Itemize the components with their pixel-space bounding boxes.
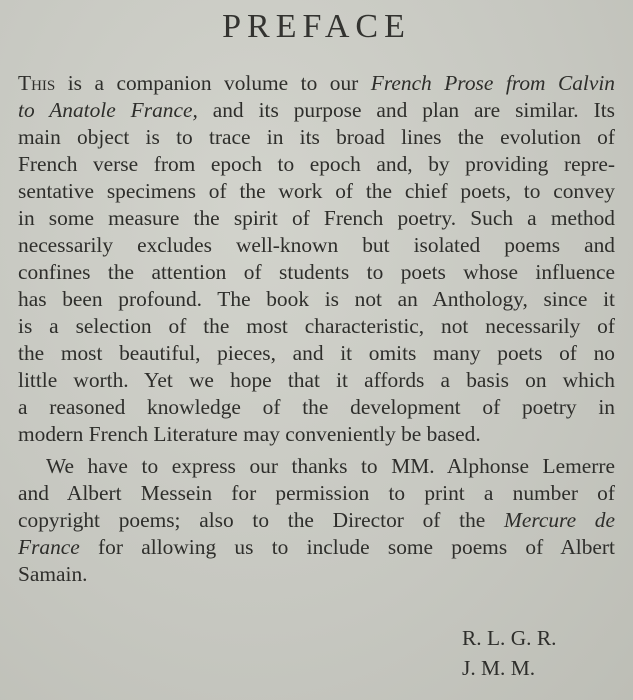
text-line [18, 70, 615, 97]
text-line: Samain. [18, 562, 88, 586]
text-line: sentative specimens of the work of the chief poets, to convey [18, 179, 615, 203]
text-line: modern French Literature may conveniently be based. [18, 422, 481, 446]
text-line: confines the attention of students to poets whose influence [18, 260, 615, 284]
text-span: for allowing us to include some poems of Albert [79, 535, 615, 559]
text-line [18, 97, 615, 124]
text-line: and Albert Messein for permission to print a number of [18, 481, 615, 505]
text-line: the most beautiful, pieces, and it omits many poets of no [18, 341, 615, 365]
text-span: and its purpose and plan are similar. Its [197, 98, 615, 122]
paragraph-1 [18, 70, 615, 448]
author-initials: J. M. M. [462, 656, 536, 680]
text-line: a reasoned knowledge of the development of poetry in [18, 395, 615, 419]
book-title-italic: French Prose from Calvin [370, 71, 615, 95]
drop-word: This [18, 71, 56, 95]
signature-block [462, 623, 556, 683]
journal-title-italic: France [18, 535, 80, 559]
journal-title-italic: Mercure de [504, 508, 615, 532]
text-line: little worth. Yet we hope that it affords a basis on which [18, 368, 615, 392]
book-title-italic: to Anatole France, [18, 98, 198, 122]
paragraph-2 [18, 453, 615, 588]
text-line: We have to express our thanks to MM. Alphonse Lemerre [46, 454, 615, 478]
text-line [18, 507, 615, 534]
text-line: necessarily excludes well-known but isolated poems and [18, 233, 615, 257]
text-line: has been profound. The book is not an Anthology, since it [18, 287, 615, 311]
text-line: main object is to trace in its broad lines the evolution of [18, 125, 615, 149]
text-line: French verse from epoch to epoch and, by providing repre- [18, 152, 615, 176]
text-line [18, 534, 615, 561]
text-line: is a selection of the most characteristic, not necessarily of [18, 314, 615, 338]
author-initials: R. L. G. R. [462, 626, 557, 650]
preface-body [18, 70, 615, 588]
text-span: is a companion volume to our [55, 71, 371, 95]
page-title: PREFACE [222, 8, 411, 45]
text-line: in some measure the spirit of French poetry. Such a method [18, 206, 615, 230]
text-span: copyright poems; also to the Director of the [18, 508, 505, 532]
